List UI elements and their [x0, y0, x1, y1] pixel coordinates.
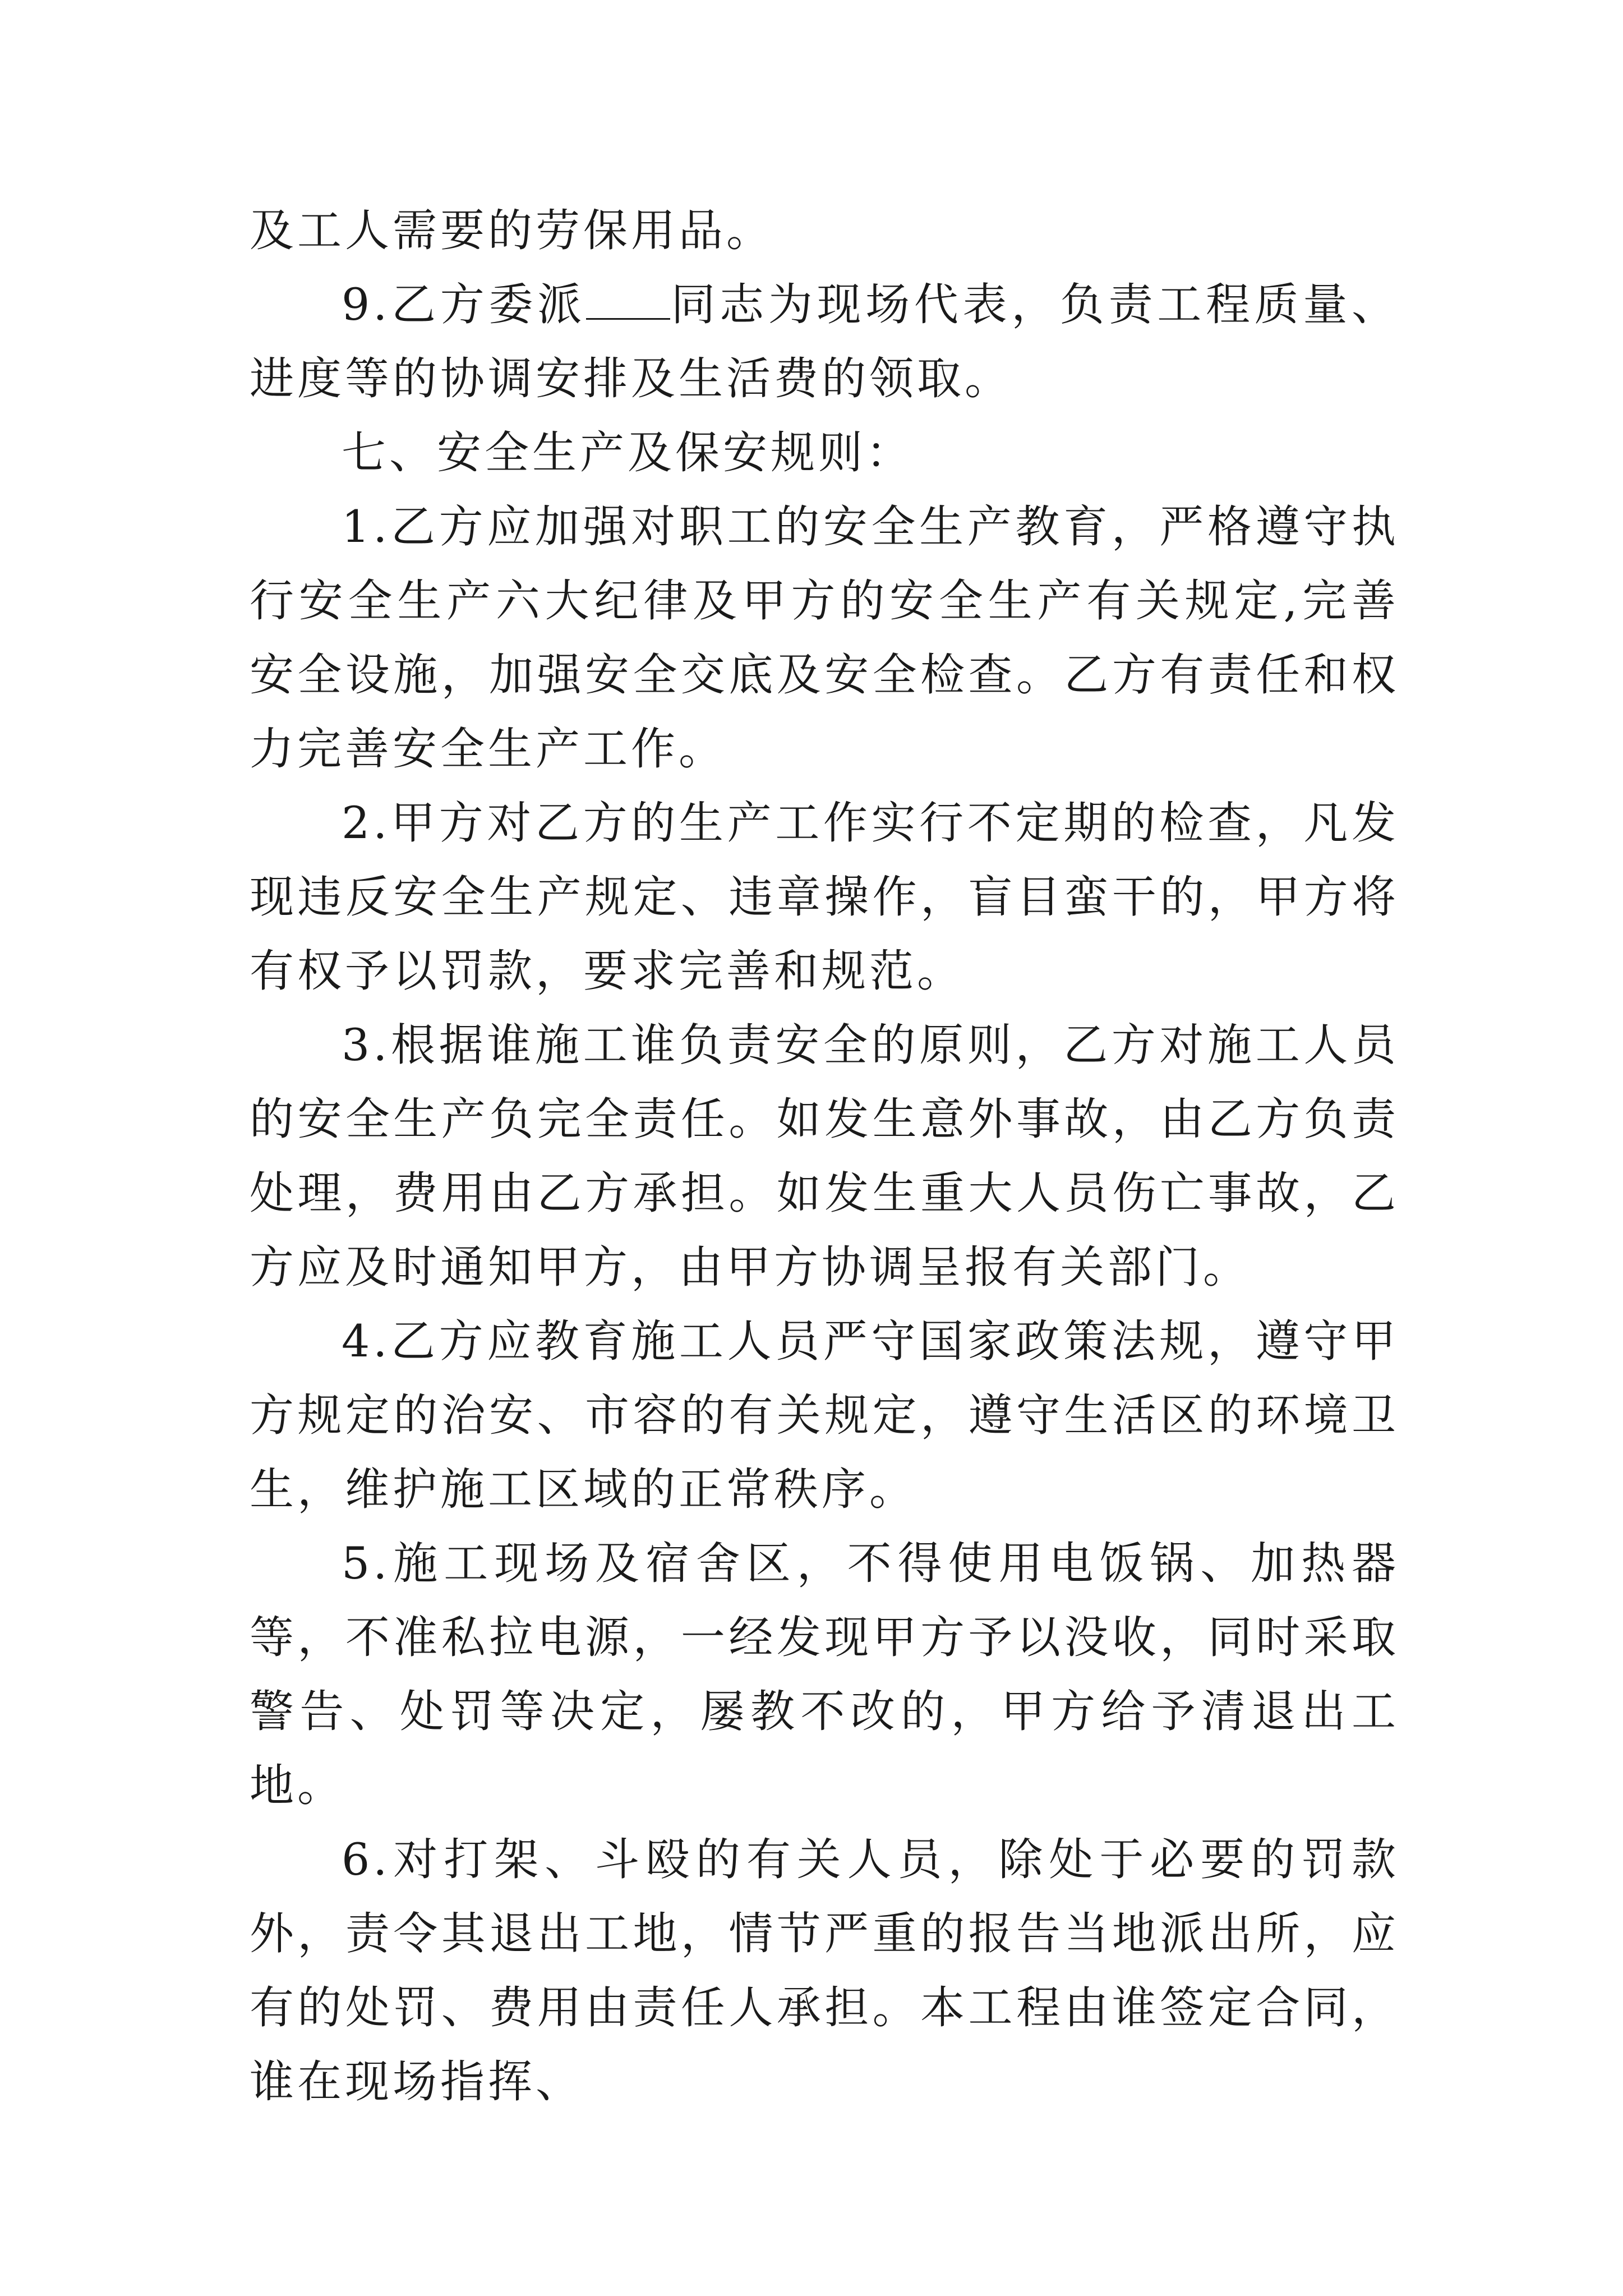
paragraph-rule-1: 1.乙方应加强对职工的安全生产教育，严格遵守执行安全生产六大纪律及甲方的安全生产有关规定,完善安全设施，加强安全交底及安全检查。乙方有责任和权力完善安全生产工作。 [250, 501, 1399, 775]
paragraph-rule-5: 5.施工现场及宿舍区，不得使用电饭锅、加热器等，不准私拉电源，一经发现甲方予以没收，同时采取警告、处罚等决定，屡教不改的，甲方给予清退出工地。 [250, 1538, 1399, 1811]
paragraph-rule-4: 4.乙方应教育施工人员严守国家政策法规，遵守甲方规定的治安、市容的有关规定，遵守生活区的环境卫生，维护施工区域的正常秩序。 [250, 1315, 1399, 1515]
document-body [250, 194, 1399, 2119]
paragraph-rule-6: 6.对打架、斗殴的有关人员，除处于必要的罚款外，责令其退出工地，情节严重的报告当地派出所，应有的处罚、费用由责任人承担。本工程由谁签定合同，谁在现场指挥、 [250, 1834, 1399, 2108]
item-9-lead-text: 9.乙方委派 [342, 279, 586, 330]
item-9-trailing-text: 同志为现场代表，负责工程质量、进度等的协调安排及生活费的领取。 [250, 279, 1399, 404]
paragraph-rule-3: 3.根据谁施工谁负责安全的原则，乙方对施工人员的安全生产负完全责任。如发生意外事故，由乙方负责处理，费用由乙方承担。如发生重大人员伤亡事故，乙方应及时通知甲方，由甲方协调呈报有关部门。 [250, 1019, 1399, 1293]
paragraph-continuation: 及工人需要的劳保用品。 [250, 205, 774, 256]
section-heading-safety-rules: 七、安全生产及保安规则： [342, 427, 914, 478]
paragraph-item-9 [250, 268, 1399, 416]
paragraph-rule-2: 2.甲方对乙方的生产工作实行不定期的检查，凡发现违反安全生产规定、违章操作，盲目蛮干的，甲方将有权予以罚款，要求完善和规范。 [250, 797, 1399, 997]
representative-name-blank [586, 279, 670, 320]
